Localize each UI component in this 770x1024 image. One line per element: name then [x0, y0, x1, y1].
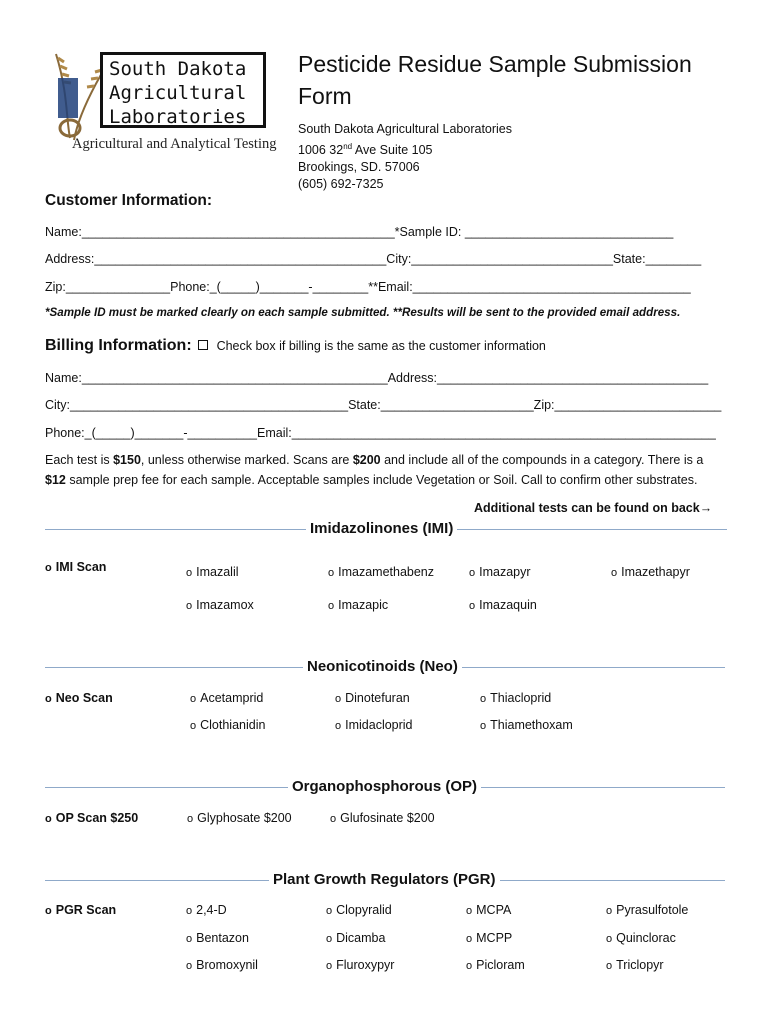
billing-city-line[interactable]: City:________________________________________State:______________________Zip:________________________: [45, 398, 722, 412]
page-title: Pesticide Residue Sample Submission Form: [298, 51, 692, 109]
customer-note: *Sample ID must be marked clearly on each sample submitted. **Results will be sent to the provided email address.: [45, 306, 681, 319]
logo-line-1: South Dakota: [109, 58, 247, 80]
lab-logo: [48, 48, 278, 160]
test-option[interactable]: o 2,4-D: [186, 903, 227, 917]
section-title-imi: Imidazolinones (IMI): [306, 520, 457, 537]
test-option[interactable]: o Thiamethoxam: [480, 718, 573, 732]
billing-heading-row: [45, 337, 546, 355]
logo-tagline: Agricultural and Analytical Testing: [72, 136, 277, 152]
lab-city: Brookings, SD. 57006: [298, 160, 420, 175]
test-option[interactable]: o Imazaquin: [469, 598, 537, 612]
customer-address-line[interactable]: Address:__________________________________________City:_____________________________State:________: [45, 252, 702, 266]
test-option[interactable]: o Clothianidin: [190, 718, 266, 732]
billing-contact-line[interactable]: Phone:_(_____)_______-__________Email:_____________________________________________________________: [45, 426, 716, 440]
op-scan-option[interactable]: o OP Scan $250: [45, 811, 139, 825]
checkbox-label: Check box if billing is the same as the customer information: [216, 339, 546, 353]
lab-phone: (605) 692-7325: [298, 177, 384, 192]
test-option[interactable]: o Imazamethabenz: [328, 565, 435, 579]
test-option[interactable]: o Imazapyr: [469, 565, 531, 579]
lab-address: [298, 121, 558, 193]
test-option[interactable]: o Imazapic: [328, 598, 389, 612]
customer-contact-line[interactable]: Zip:_______________Phone:_(_____)_______-________**Email:________________________________________: [45, 280, 691, 294]
section-title-op: Organophosphorous (OP): [288, 778, 481, 795]
test-option[interactable]: o Clopyralid: [326, 903, 392, 917]
test-option[interactable]: o Quinclorac: [606, 931, 676, 945]
customer-name-line[interactable]: Name:_____________________________________________*Sample ID: ______________________________: [45, 225, 674, 239]
same-as-customer-checkbox[interactable]: [198, 340, 208, 350]
section-title-pgr: Plant Growth Regulators (PGR): [269, 871, 500, 888]
test-option[interactable]: o Imazamox: [186, 598, 254, 612]
test-option[interactable]: o Picloram: [466, 958, 525, 972]
test-option[interactable]: o Glufosinate $200: [330, 811, 435, 825]
lab-street: 1006 32nd Ave Suite 105: [298, 142, 433, 158]
test-option[interactable]: o Bentazon: [186, 931, 249, 945]
billing-heading: Billing Information:: [45, 337, 192, 354]
back-note: Additional tests can be found on back→: [474, 501, 713, 515]
pgr-scan-option[interactable]: o PGR Scan: [45, 903, 117, 917]
test-option[interactable]: o MCPA: [466, 903, 512, 917]
test-option[interactable]: o Imidacloprid: [335, 718, 413, 732]
logo-line-3: Laboratories: [109, 106, 247, 128]
logo-wordmark: [100, 52, 266, 128]
neo-scan-option[interactable]: o Neo Scan: [45, 691, 113, 705]
customer-heading: Customer Information:: [45, 192, 213, 209]
test-option[interactable]: o Acetamprid: [190, 691, 264, 705]
pricing-info: Each test is $150, unless otherwise marked. Scans are $200 and include all of the compounds in a category. There is a $12 sample prep fee for each sample. Acceptable samples include Vegetation or Soil. Call to confirm other substrates.: [45, 453, 704, 487]
test-option[interactable]: o Fluroxypyr: [326, 958, 395, 972]
test-option[interactable]: o Dicamba: [326, 931, 386, 945]
test-option[interactable]: o Thiacloprid: [480, 691, 552, 705]
lab-name: South Dakota Agricultural Laboratories: [298, 122, 513, 136]
logo-line-2: Agricultural: [109, 82, 247, 104]
test-option[interactable]: o Dinotefuran: [335, 691, 410, 705]
imi-scan-option[interactable]: o IMI Scan: [45, 560, 107, 574]
test-option[interactable]: o Imazalil: [186, 565, 239, 579]
test-option[interactable]: o MCPP: [466, 931, 513, 945]
test-option[interactable]: o Glyphosate $200: [187, 811, 292, 825]
test-option[interactable]: o Bromoxynil: [186, 958, 258, 972]
arrow-right-icon: →: [699, 501, 713, 515]
section-title-neo: Neonicotinoids (Neo): [303, 658, 462, 675]
billing-name-line[interactable]: Name:____________________________________________Address:_______________________________________: [45, 371, 709, 385]
test-option[interactable]: o Pyrasulfotole: [606, 903, 689, 917]
test-option[interactable]: o Triclopyr: [606, 958, 664, 972]
test-option[interactable]: o Imazethapyr: [611, 565, 690, 579]
